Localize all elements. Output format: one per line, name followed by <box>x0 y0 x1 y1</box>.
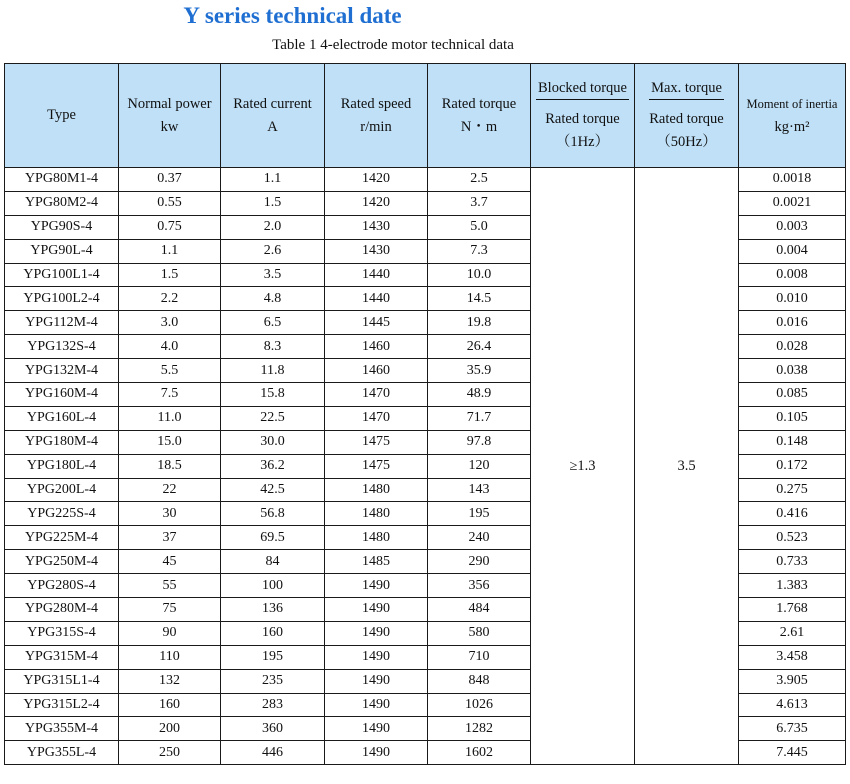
cell-speed: 1445 <box>325 311 428 335</box>
cell-inertia: 0.008 <box>739 263 846 287</box>
cell-type: YPG280S-4 <box>5 574 119 598</box>
cell-type: YPG90S-4 <box>5 215 119 239</box>
cell-type: YPG250M-4 <box>5 550 119 574</box>
cell-speed: 1480 <box>325 526 428 550</box>
cell-current: 36.2 <box>221 454 325 478</box>
table-body <box>5 168 846 765</box>
cell-torque: 120 <box>428 454 531 478</box>
cell-type: YPG132S-4 <box>5 335 119 359</box>
cell-current: 195 <box>221 645 325 669</box>
cell-inertia: 0.105 <box>739 406 846 430</box>
cell-speed: 1485 <box>325 550 428 574</box>
cell-power: 0.55 <box>119 191 221 215</box>
cell-inertia: 4.613 <box>739 693 846 717</box>
cell-torque: 71.7 <box>428 406 531 430</box>
cell-torque: 2.5 <box>428 168 531 192</box>
cell-torque: 143 <box>428 478 531 502</box>
cell-current: 6.5 <box>221 311 325 335</box>
cell-inertia: 2.61 <box>739 621 846 645</box>
cell-power: 160 <box>119 693 221 717</box>
cell-speed: 1480 <box>325 502 428 526</box>
cell-torque: 48.9 <box>428 383 531 407</box>
cell-torque: 240 <box>428 526 531 550</box>
cell-power: 15.0 <box>119 430 221 454</box>
cell-power: 90 <box>119 621 221 645</box>
cell-torque: 35.9 <box>428 359 531 383</box>
cell-inertia: 0.0021 <box>739 191 846 215</box>
cell-inertia: 0.010 <box>739 287 846 311</box>
cell-current: 446 <box>221 741 325 765</box>
cell-current: 1.5 <box>221 191 325 215</box>
cell-power: 22 <box>119 478 221 502</box>
cell-power: 2.2 <box>119 287 221 311</box>
cell-speed: 1490 <box>325 645 428 669</box>
cell-power: 7.5 <box>119 383 221 407</box>
cell-inertia: 0.416 <box>739 502 846 526</box>
cell-blocked-torque: ≥1.3 <box>531 168 635 765</box>
cell-current: 69.5 <box>221 526 325 550</box>
cell-torque: 3.7 <box>428 191 531 215</box>
cell-power: 250 <box>119 741 221 765</box>
cell-speed: 1440 <box>325 287 428 311</box>
cell-torque: 356 <box>428 574 531 598</box>
cell-type: YPG160M-4 <box>5 383 119 407</box>
cell-torque: 97.8 <box>428 430 531 454</box>
cell-type: YPG90L-4 <box>5 239 119 263</box>
cell-power: 1.5 <box>119 263 221 287</box>
cell-power: 75 <box>119 598 221 622</box>
cell-inertia: 6.735 <box>739 717 846 741</box>
cell-torque: 14.5 <box>428 287 531 311</box>
header-current: Rated current A <box>221 64 325 168</box>
cell-inertia: 0.085 <box>739 383 846 407</box>
cell-torque: 195 <box>428 502 531 526</box>
cell-torque: 1282 <box>428 717 531 741</box>
cell-power: 4.0 <box>119 335 221 359</box>
cell-torque: 7.3 <box>428 239 531 263</box>
cell-power: 1.1 <box>119 239 221 263</box>
cell-speed: 1430 <box>325 239 428 263</box>
cell-inertia: 0.004 <box>739 239 846 263</box>
header-inertia: Moment of inertia kg·m² <box>739 64 846 168</box>
cell-inertia: 0.038 <box>739 359 846 383</box>
cell-inertia: 0.016 <box>739 311 846 335</box>
cell-speed: 1490 <box>325 717 428 741</box>
cell-current: 84 <box>221 550 325 574</box>
cell-power: 0.75 <box>119 215 221 239</box>
cell-current: 136 <box>221 598 325 622</box>
cell-inertia: 0.148 <box>739 430 846 454</box>
cell-current: 42.5 <box>221 478 325 502</box>
cell-power: 30 <box>119 502 221 526</box>
cell-inertia: 3.458 <box>739 645 846 669</box>
cell-inertia: 0.733 <box>739 550 846 574</box>
cell-power: 132 <box>119 669 221 693</box>
cell-inertia: 0.028 <box>739 335 846 359</box>
cell-current: 15.8 <box>221 383 325 407</box>
cell-speed: 1460 <box>325 359 428 383</box>
cell-power: 37 <box>119 526 221 550</box>
cell-torque: 580 <box>428 621 531 645</box>
cell-type: YPG315L2-4 <box>5 693 119 717</box>
cell-torque: 710 <box>428 645 531 669</box>
cell-current: 4.8 <box>221 287 325 311</box>
cell-power: 18.5 <box>119 454 221 478</box>
header-speed: Rated speed r/min <box>325 64 428 168</box>
cell-current: 3.5 <box>221 263 325 287</box>
header-row <box>5 64 846 168</box>
cell-current: 8.3 <box>221 335 325 359</box>
cell-speed: 1490 <box>325 574 428 598</box>
cell-speed: 1440 <box>325 263 428 287</box>
cell-speed: 1480 <box>325 478 428 502</box>
cell-torque: 5.0 <box>428 215 531 239</box>
cell-power: 0.37 <box>119 168 221 192</box>
cell-type: YPG80M1-4 <box>5 168 119 192</box>
cell-current: 2.0 <box>221 215 325 239</box>
cell-speed: 1490 <box>325 693 428 717</box>
cell-speed: 1460 <box>325 335 428 359</box>
cell-power: 11.0 <box>119 406 221 430</box>
cell-power: 45 <box>119 550 221 574</box>
cell-current: 11.8 <box>221 359 325 383</box>
cell-torque: 290 <box>428 550 531 574</box>
header-type: Type <box>5 64 119 168</box>
cell-type: YPG225S-4 <box>5 502 119 526</box>
cell-speed: 1490 <box>325 741 428 765</box>
table-row <box>5 168 846 192</box>
cell-max-torque: 3.5 <box>635 168 739 765</box>
cell-type: YPG355L-4 <box>5 741 119 765</box>
cell-inertia: 0.275 <box>739 478 846 502</box>
cell-torque: 1026 <box>428 693 531 717</box>
cell-type: YPG280M-4 <box>5 598 119 622</box>
cell-current: 1.1 <box>221 168 325 192</box>
cell-type: YPG200L-4 <box>5 478 119 502</box>
cell-type: YPG315L1-4 <box>5 669 119 693</box>
header-power: Normal power kw <box>119 64 221 168</box>
cell-type: YPG100L2-4 <box>5 287 119 311</box>
cell-type: YPG355M-4 <box>5 717 119 741</box>
cell-speed: 1490 <box>325 621 428 645</box>
cell-type: YPG80M2-4 <box>5 191 119 215</box>
cell-power: 5.5 <box>119 359 221 383</box>
page-title: Y series technical date <box>183 3 402 28</box>
cell-current: 30.0 <box>221 430 325 454</box>
cell-type: YPG225M-4 <box>5 526 119 550</box>
cell-power: 55 <box>119 574 221 598</box>
cell-power: 110 <box>119 645 221 669</box>
cell-inertia: 0.172 <box>739 454 846 478</box>
cell-type: YPG180M-4 <box>5 430 119 454</box>
table-caption: Table 1 4-electrode motor technical data <box>272 37 514 53</box>
cell-inertia: 0.003 <box>739 215 846 239</box>
cell-current: 235 <box>221 669 325 693</box>
cell-speed: 1420 <box>325 168 428 192</box>
cell-speed: 1470 <box>325 383 428 407</box>
cell-type: YPG180L-4 <box>5 454 119 478</box>
cell-current: 283 <box>221 693 325 717</box>
cell-torque: 848 <box>428 669 531 693</box>
cell-inertia: 3.905 <box>739 669 846 693</box>
cell-current: 22.5 <box>221 406 325 430</box>
motor-data-table <box>4 63 846 765</box>
cell-inertia: 0.0018 <box>739 168 846 192</box>
cell-inertia: 0.523 <box>739 526 846 550</box>
cell-speed: 1470 <box>325 406 428 430</box>
header-blocked-torque: Blocked torque Rated torque （1Hz） <box>531 64 635 168</box>
cell-speed: 1420 <box>325 191 428 215</box>
cell-torque: 484 <box>428 598 531 622</box>
cell-speed: 1475 <box>325 430 428 454</box>
cell-type: YPG315M-4 <box>5 645 119 669</box>
cell-speed: 1430 <box>325 215 428 239</box>
cell-speed: 1490 <box>325 669 428 693</box>
cell-current: 100 <box>221 574 325 598</box>
cell-type: YPG315S-4 <box>5 621 119 645</box>
cell-type: YPG160L-4 <box>5 406 119 430</box>
cell-torque: 1602 <box>428 741 531 765</box>
cell-torque: 26.4 <box>428 335 531 359</box>
cell-inertia: 7.445 <box>739 741 846 765</box>
cell-torque: 19.8 <box>428 311 531 335</box>
cell-inertia: 1.383 <box>739 574 846 598</box>
cell-inertia: 1.768 <box>739 598 846 622</box>
cell-type: YPG100L1-4 <box>5 263 119 287</box>
cell-current: 360 <box>221 717 325 741</box>
header-max-torque: Max. torque Rated torque （50Hz） <box>635 64 739 168</box>
cell-speed: 1475 <box>325 454 428 478</box>
cell-type: YPG132M-4 <box>5 359 119 383</box>
cell-power: 200 <box>119 717 221 741</box>
cell-speed: 1490 <box>325 598 428 622</box>
cell-current: 56.8 <box>221 502 325 526</box>
cell-current: 160 <box>221 621 325 645</box>
cell-torque: 10.0 <box>428 263 531 287</box>
header-torque: Rated torque N・m <box>428 64 531 168</box>
cell-current: 2.6 <box>221 239 325 263</box>
cell-power: 3.0 <box>119 311 221 335</box>
cell-type: YPG112M-4 <box>5 311 119 335</box>
